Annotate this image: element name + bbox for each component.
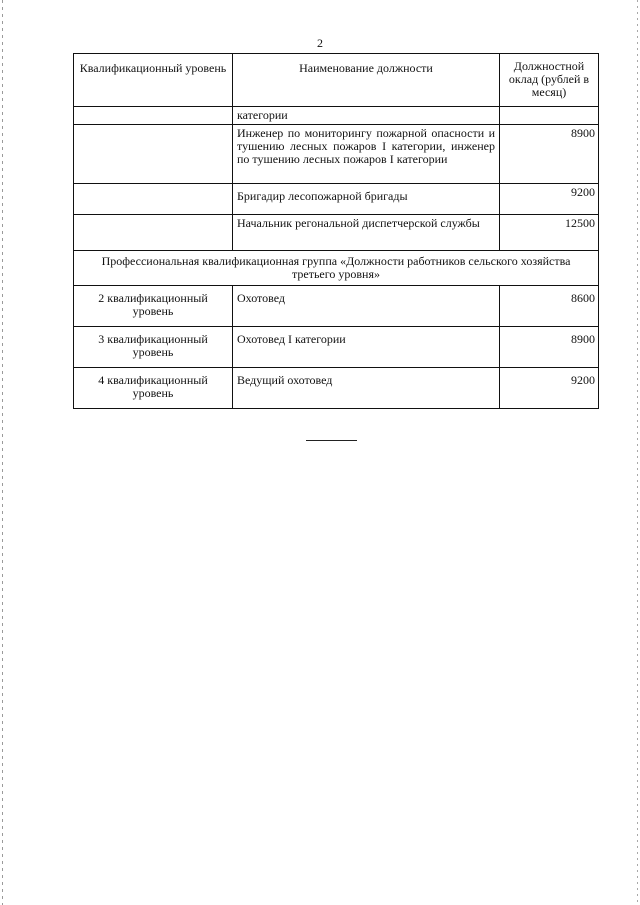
table-row: [74, 184, 599, 215]
salary-cell: 8600: [500, 286, 599, 327]
salary-cell: [500, 107, 599, 125]
level-cell: [74, 107, 233, 125]
level-cell: 2 квалификационный уровень: [74, 286, 233, 327]
position-cell: Охотовед I категории: [233, 327, 500, 368]
table-row: [74, 368, 599, 409]
salary-cell: 9200: [500, 368, 599, 409]
group-title-row: [74, 251, 599, 286]
table-row: [74, 125, 599, 184]
table-row: [74, 215, 599, 251]
level-cell: [74, 215, 233, 251]
salary-cell: 9200: [500, 184, 599, 215]
end-rule: [306, 440, 357, 441]
header-level: Квалификационный уровень: [74, 54, 233, 107]
position-cell: категории: [233, 107, 500, 125]
scan-edge-left: [2, 0, 3, 905]
group-title: Профессиональная квалификационная группа «Должности работников сельского хозяйства третьего уровня»: [74, 251, 599, 286]
table-row: [74, 327, 599, 368]
salary-cell: 8900: [500, 125, 599, 184]
header-position: Наименование должности: [233, 54, 500, 107]
level-cell: [74, 125, 233, 184]
position-cell: Инженер по мониторингу пожарной опасности и тушению лесных пожаров I категории, инженер по тушению лесных пожаров I категории: [233, 125, 500, 184]
salary-table: [73, 53, 599, 409]
page-number: 2: [317, 36, 323, 50]
table-row: [74, 107, 599, 125]
salary-cell: 12500: [500, 215, 599, 251]
position-cell: Охотовед: [233, 286, 500, 327]
header-salary: Должностной оклад (рублей в месяц): [500, 54, 599, 107]
table-row: [74, 286, 599, 327]
position-cell: Начальник регональной диспетчерской службы: [233, 215, 500, 251]
table-header-row: [74, 54, 599, 107]
level-cell: 4 квалификационный уровень: [74, 368, 233, 409]
salary-cell: 8900: [500, 327, 599, 368]
level-cell: [74, 184, 233, 215]
level-cell: 3 квалификационный уровень: [74, 327, 233, 368]
scan-edge-right: [637, 0, 638, 905]
position-cell: Ведущий охотовед: [233, 368, 500, 409]
position-cell: Бригадир лесопожарной бригады: [233, 184, 500, 215]
